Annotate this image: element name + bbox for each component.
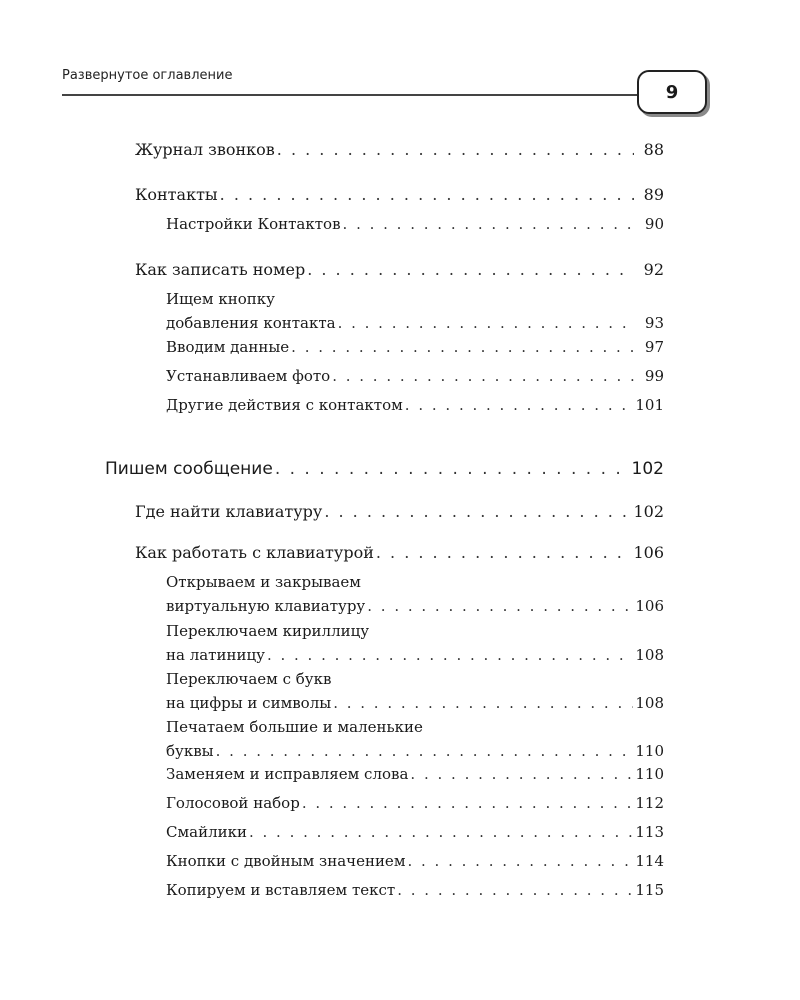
toc-entry-title: добавления контакта xyxy=(166,314,336,332)
toc-entry[interactable] xyxy=(166,791,664,815)
toc-entry-title: на цифры и символы xyxy=(166,694,332,712)
toc-entry[interactable] xyxy=(166,335,664,359)
toc-entry-title: Вводим данные xyxy=(166,338,290,356)
toc-entry-page: 88 xyxy=(643,140,664,159)
toc-entry-page: 110 xyxy=(635,765,664,783)
toc-entry[interactable] xyxy=(166,762,664,786)
toc-entry-title: Как записать номер xyxy=(135,260,306,279)
toc-entry-page: 108 xyxy=(635,646,664,664)
page-number-badge: 9 xyxy=(637,70,707,114)
dot-leader xyxy=(367,594,633,618)
toc-entry[interactable] xyxy=(166,878,664,902)
toc-entry-title: Копируем и вставляем текст xyxy=(166,881,396,899)
toc-entry[interactable] xyxy=(166,619,664,667)
dot-leader xyxy=(220,183,634,207)
dot-leader xyxy=(405,393,634,417)
dot-leader xyxy=(307,258,634,282)
toc-chapter-title: Пишем сообщение xyxy=(105,459,273,479)
dot-leader xyxy=(407,849,633,873)
toc-entry-title: Голосовой набор xyxy=(166,794,300,812)
dot-leader xyxy=(333,691,633,715)
toc-entry[interactable] xyxy=(135,500,664,524)
toc-entry-title-line1: Печатаем большие и маленькие xyxy=(166,718,423,736)
dot-leader xyxy=(267,643,633,667)
toc-entry[interactable] xyxy=(166,287,664,335)
toc-entry[interactable] xyxy=(135,138,664,162)
toc-entry-title: Контакты xyxy=(135,185,218,204)
toc-entry-title: Как работать с клавиатурой xyxy=(135,543,374,562)
toc-entry-title: буквы xyxy=(166,742,214,760)
toc-entry[interactable] xyxy=(135,183,664,207)
toc-entry-page: 110 xyxy=(635,742,664,760)
dot-leader xyxy=(302,791,634,815)
dot-leader xyxy=(249,820,633,844)
toc-entry-title: Кнопки с двойным значением xyxy=(166,852,406,870)
toc-entry-page: 99 xyxy=(644,367,664,385)
toc-chapter[interactable] xyxy=(105,457,664,481)
dot-leader xyxy=(324,500,631,524)
toc-entry-page: 93 xyxy=(644,314,664,332)
toc-entry[interactable] xyxy=(166,364,664,388)
dot-leader xyxy=(338,311,634,335)
toc-entry-page: 108 xyxy=(635,694,664,712)
dot-leader xyxy=(332,364,634,388)
dot-leader xyxy=(277,138,634,162)
toc-entry-page: 90 xyxy=(644,215,664,233)
toc-entry-page: 102 xyxy=(631,459,664,479)
toc-entry-title: Где найти клавиатуру xyxy=(135,502,323,521)
running-header-title: Развернутое оглавление xyxy=(62,68,233,83)
toc-entry-title: Смайлики xyxy=(166,823,247,841)
toc-entry-title-line1: Открываем и закрываем xyxy=(166,573,361,591)
toc-entry-title: на латиницу xyxy=(166,646,265,664)
toc-entry-title-line1: Переключаем кириллицу xyxy=(166,622,370,640)
toc-entry-title: Устанавливаем фото xyxy=(166,367,331,385)
toc-entry[interactable] xyxy=(166,715,664,763)
toc-entry[interactable] xyxy=(166,393,664,417)
toc-entry-title: Заменяем и исправляем слова xyxy=(166,765,409,783)
dot-leader xyxy=(343,212,634,236)
dot-leader xyxy=(397,878,633,902)
toc-entry[interactable] xyxy=(166,212,664,236)
toc-entry-title: Настройки Контактов xyxy=(166,215,341,233)
toc-entry-title-line1: Ищем кнопку xyxy=(166,290,275,308)
toc-entry-page: 106 xyxy=(633,543,664,562)
toc-entry-page: 112 xyxy=(635,794,664,812)
toc-entry-title: Другие действия с контактом xyxy=(166,396,403,414)
dot-leader xyxy=(376,541,632,565)
toc-entry-page: 97 xyxy=(644,338,664,356)
toc-entry[interactable] xyxy=(166,570,664,618)
toc-entry-title: виртуальную клавиатуру xyxy=(166,597,366,615)
toc-entry-page: 92 xyxy=(643,260,664,279)
toc-entry-page: 113 xyxy=(635,823,664,841)
dot-leader xyxy=(291,335,634,359)
toc-entry-page: 115 xyxy=(635,881,664,899)
toc-entry[interactable] xyxy=(135,258,664,282)
toc-entry-title-line1: Переключаем с букв xyxy=(166,670,332,688)
toc-entry[interactable] xyxy=(166,820,664,844)
toc-entry[interactable] xyxy=(166,667,664,715)
dot-leader xyxy=(216,739,634,763)
toc-entry-title: Журнал звонков xyxy=(135,140,275,159)
toc-entry[interactable] xyxy=(135,541,664,565)
dot-leader xyxy=(275,457,630,481)
toc-entry-page: 102 xyxy=(633,502,664,521)
dot-leader xyxy=(410,762,633,786)
toc-entry-page: 114 xyxy=(635,852,664,870)
toc-entry-page: 101 xyxy=(635,396,664,414)
toc-entry[interactable] xyxy=(166,849,664,873)
toc-entry-page: 89 xyxy=(643,185,664,204)
toc-entry-page: 106 xyxy=(635,597,664,615)
